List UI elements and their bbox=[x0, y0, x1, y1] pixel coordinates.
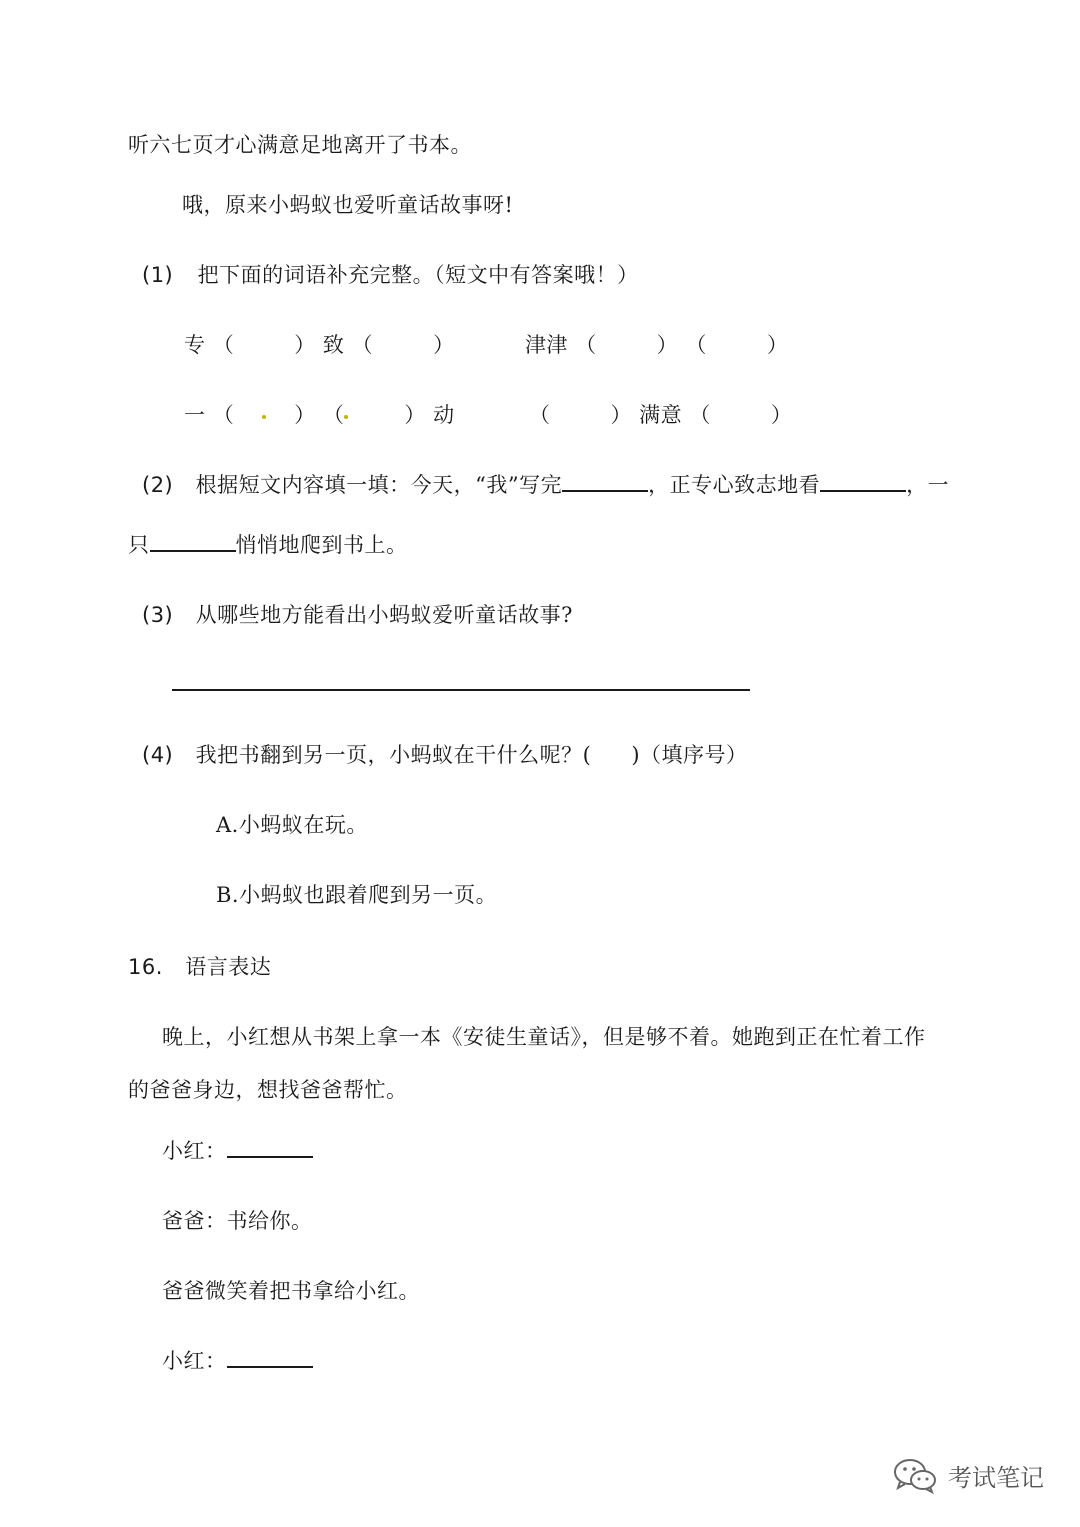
watermark-text: 考试笔记 bbox=[948, 1463, 1044, 1492]
question-16-para-a: 晚上，小红想从书架上拿一本《安徒生童话》，但是够不着。她跑到正在忙着工作 bbox=[162, 1025, 926, 1049]
dialog-speaker-xiaohong: 小红： bbox=[162, 1349, 227, 1373]
word-row-2 bbox=[184, 400, 792, 430]
word-row-1 bbox=[184, 330, 788, 360]
question-2-text-a: 根据短文内容填一填：今天，“我”写完 bbox=[195, 473, 563, 497]
word-yi: 一 bbox=[184, 403, 206, 427]
question-3-label: (3) bbox=[142, 603, 174, 627]
question-16-para-b: 的爸爸身边，想找爸爸帮忙。 bbox=[128, 1078, 408, 1102]
answer-blank[interactable] bbox=[562, 470, 648, 492]
blank-paren[interactable]: （ ） bbox=[212, 333, 316, 357]
question-2-cont bbox=[128, 530, 408, 560]
wechat-icon bbox=[892, 1455, 938, 1495]
blank-paren[interactable]: （ ） bbox=[528, 403, 632, 427]
answer-blank[interactable] bbox=[227, 1346, 313, 1368]
question-2-text-b: ，正专心致志地看 bbox=[648, 473, 821, 497]
answer-line[interactable] bbox=[172, 689, 750, 691]
question-16-heading bbox=[128, 952, 271, 982]
dot-mark bbox=[262, 415, 266, 419]
word-jinjin: 津津 bbox=[524, 333, 568, 357]
blank-paren[interactable]: （ ） bbox=[351, 333, 455, 357]
question-1-text: 把下面的词语补充完整。（短文中有答案哦！） bbox=[197, 263, 639, 287]
answer-blank[interactable] bbox=[227, 1136, 313, 1158]
question-4-text-b: )（填序号） bbox=[631, 743, 748, 767]
option-b: B.小蚂蚁也跟着爬到另一页。 bbox=[216, 883, 498, 907]
blank-paren[interactable]: （ ） bbox=[685, 333, 789, 357]
passage-line-1: 听六七页才心满意足地离开了书本。 bbox=[128, 133, 472, 157]
word-zhuan: 专 bbox=[184, 333, 206, 357]
question-2-text-c: ，一 bbox=[906, 473, 950, 497]
passage-line-2: 哦，原来小蚂蚁也爱听童话故事呀! bbox=[182, 193, 514, 217]
blank-paren[interactable]: （ ） bbox=[322, 403, 426, 427]
question-4 bbox=[142, 740, 748, 770]
dialog-line-3 bbox=[162, 1346, 313, 1376]
dialog-line-1 bbox=[162, 1136, 313, 1166]
narration-line: 爸爸微笑着把书拿给小红。 bbox=[162, 1279, 420, 1303]
word-zhi: 致 bbox=[322, 333, 345, 357]
answer-blank[interactable] bbox=[820, 470, 906, 492]
question-3-text: 从哪些地方能看出小蚂蚁爱听童话故事? bbox=[195, 603, 573, 627]
question-16-number: 16. bbox=[128, 955, 163, 979]
question-2 bbox=[142, 470, 949, 500]
option-a: A.小蚂蚁在玩。 bbox=[216, 813, 368, 837]
dialog-speaker-xiaohong: 小红： bbox=[162, 1139, 227, 1163]
dialog-line-2: 爸爸：书给你。 bbox=[162, 1209, 313, 1233]
blank-paren[interactable]: （ ） bbox=[575, 333, 679, 357]
word-dong: 动 bbox=[433, 403, 455, 427]
question-2-label: (2) bbox=[142, 473, 174, 497]
question-1-label: (1) bbox=[142, 263, 174, 287]
dot-mark bbox=[344, 415, 348, 419]
question-4-text-a: 我把书翻到另一页，小蚂蚁在干什么呢？( bbox=[195, 743, 592, 767]
answer-blank[interactable] bbox=[150, 530, 236, 552]
blank-paren[interactable]: （ ） bbox=[689, 403, 793, 427]
watermark bbox=[892, 1455, 1044, 1495]
question-1 bbox=[142, 260, 639, 290]
question-2-text-e: 悄悄地爬到书上。 bbox=[235, 533, 408, 557]
question-3 bbox=[142, 600, 573, 630]
question-4-label: (4) bbox=[142, 743, 174, 767]
blank-paren[interactable]: （ ） bbox=[212, 403, 316, 427]
word-manyi: 满意 bbox=[639, 403, 683, 427]
question-16-title: 语言表达 bbox=[185, 955, 272, 979]
question-2-text-d: 只 bbox=[128, 533, 150, 557]
